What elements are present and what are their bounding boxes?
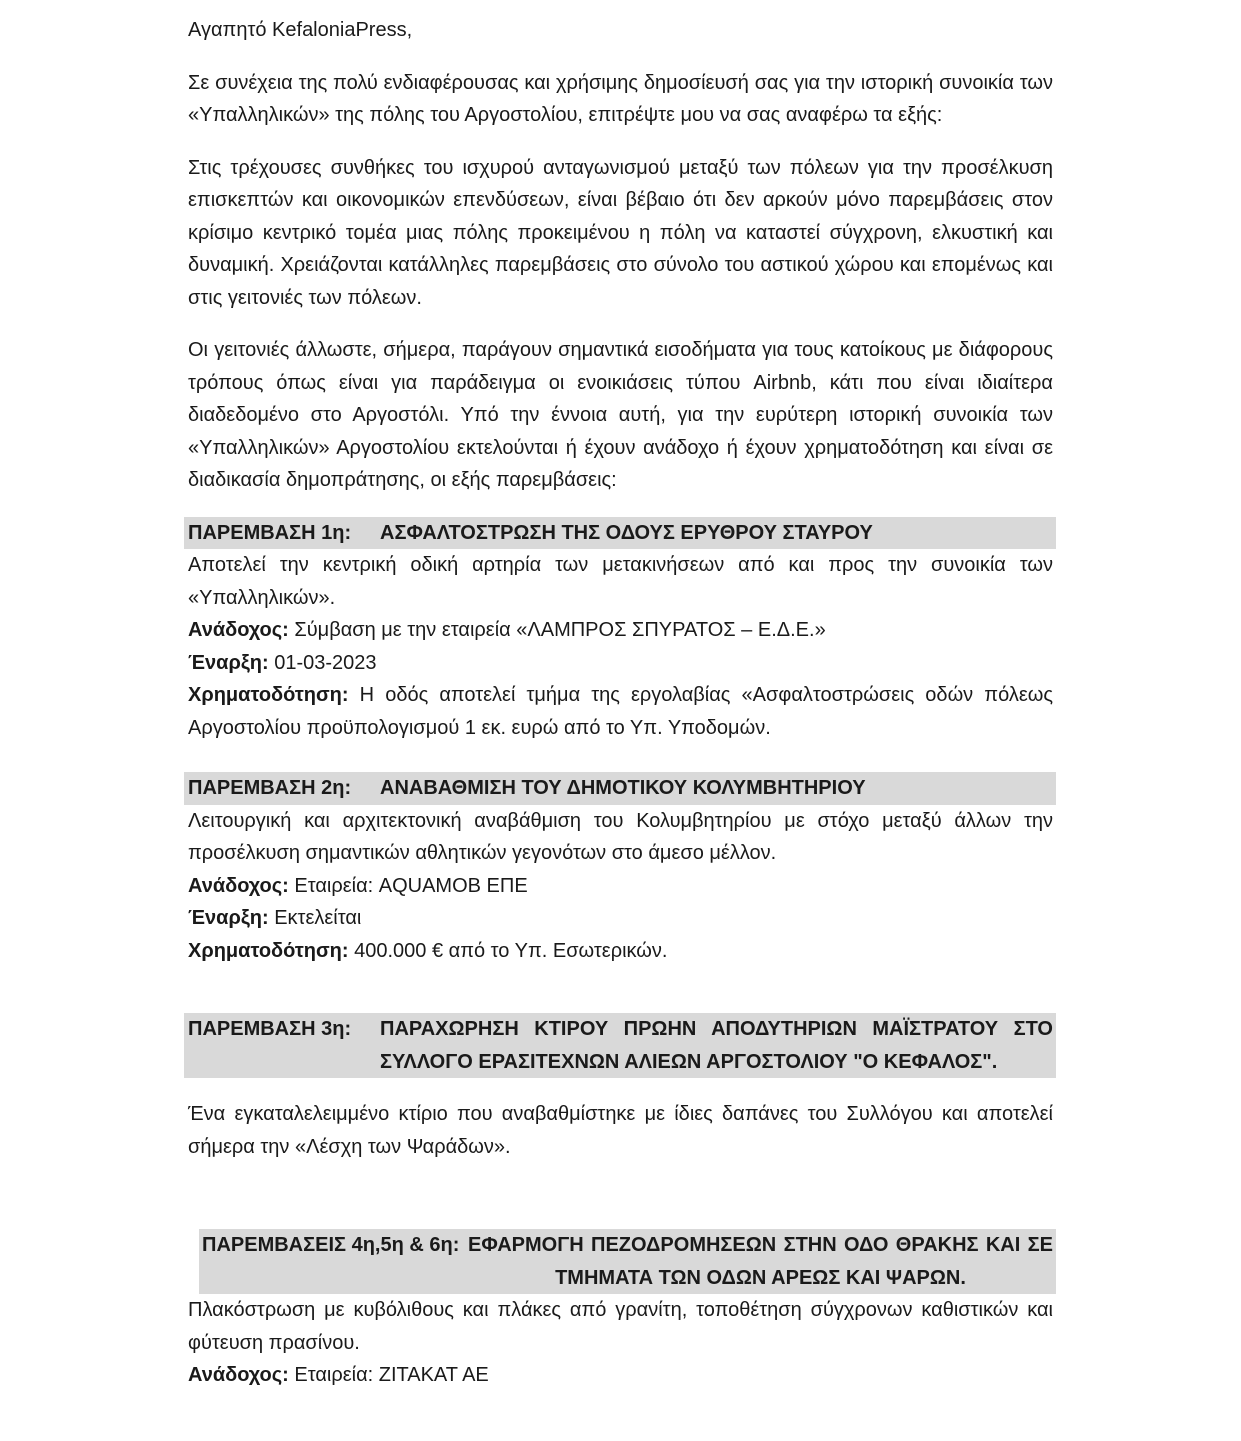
- funding-label: Χρηματοδότηση:: [188, 684, 349, 706]
- contractor-label: Ανάδοχος:: [188, 1364, 289, 1386]
- paragraph-context: Στις τρέχουσες συνθήκες του ισχυρού ανταγωνισμού μεταξύ των πόλεων για την προσέλκυση επισκεπτών και οικονομικών επενδύσεων, είναι βέβαιο ότι δεν αρκούν μόνο παρεμβάσεις στον κρίσιμο κεντρικό τομέα μιας πόλης προκειμένου η πόλη να καταστεί σύγχρονη, ελκυστική και δυναμική. Χρειάζονται κατάλληλες παρεμβάσεις στο σύνολο του αστικού χώρου και επομένως και στις γειτονιές των πόλεων.: [188, 156, 1053, 309]
- intervention-2-heading: [184, 772, 1056, 805]
- intervention-4-6-label: ΠΑΡΕΜΒΑΣΕΙΣ 4η,5η & 6η:: [202, 1234, 460, 1256]
- funding-value: 400.000 € από το Υπ. Εσωτερικών.: [348, 939, 668, 962]
- paragraph-intro: Σε συνέχεια της πολύ ενδιαφέρουσας και χρήσιμης δημοσίευσή σας για την ιστορική συνοικία των «Υπαλληλικών» της πόλης του Αργοστολίου, επιτρέψτε μου να σας αναφέρω τα εξής:: [188, 71, 1053, 126]
- intervention-2-label: ΠΑΡΕΜΒΑΣΗ 2η:: [188, 777, 352, 799]
- funding-value: Η οδός αποτελεί τμήμα της εργολαβίας «Ασφαλτοστρώσεις οδών πόλεως Αργοστολίου προϋπολογισμού 1 εκ. ευρώ από το Υπ. Υποδομών.: [188, 684, 1053, 739]
- intervention-4-6-contractor: [188, 1359, 1053, 1392]
- contractor-value: Σύμβαση με την εταιρεία «ΛΑΜΠΡΟΣ ΣΠΥΡΑΤΟΣ – Ε.Δ.Ε.»: [288, 619, 826, 641]
- contractor-label: Ανάδοχος:: [188, 874, 289, 897]
- intervention-1-heading: [184, 517, 1056, 550]
- paragraph-neighborhoods: Οι γειτονιές άλλωστε, σήμερα, παράγουν σημαντικά εισοδήματα για τους κατοίκους με διάφορους τρόπους όπως είναι για παράδειγμα οι ενοικιάσεις τύπου Airbnb, κάτι που είναι ιδιαίτερα διαδεδομένο στο Αργοστόλι. Υπό την έννοια αυτή, για την ευρύτερη ιστορική συνοικία των «Υπαλληλικών» Αργοστολίου εκτελούνται ή έχουν ανάδοχο ή έχουν χρηματοδότηση και είναι σε διαδικασία δημοπράτησης, οι εξής παρεμβάσεις:: [188, 339, 1053, 491]
- funding-label: Χρηματοδότηση:: [188, 939, 349, 962]
- intervention-1-start: [188, 647, 1053, 680]
- intervention-4-6-heading: [199, 1229, 1056, 1294]
- intervention-2-description: Λειτουργική και αρχιτεκτονική αναβάθμιση του Κολυμβητηρίου με στόχο μεταξύ άλλων την προσέλκυση σημαντικών αθλητικών γεγονότων στο άμεσο μέλλον.: [188, 809, 1053, 864]
- intervention-3-title: ΠΑΡΑΧΩΡΗΣΗ ΚΤΙΡΟΥ ΠΡΩΗΝ ΑΠΟΔΥΤΗΡΙΩΝ ΜΑΪΣΤΡΑΤΟΥ ΣΤΟ ΣΥΛΛΟΓΟ ΕΡΑΣΙΤΕΧΝΩΝ ΑΛΙΕΩΝ ΑΡΓΟΣΤΟΛΙΟΥ "Ο ΚΕΦΑΛΟΣ".: [380, 1018, 1053, 1073]
- intervention-2-start: [188, 902, 1053, 935]
- intervention-2-contractor: [188, 870, 1053, 903]
- intervention-3-description: Ένα εγκαταλελειμμένο κτίριο που αναβαθμίστηκε με ίδιες δαπάνες του Συλλόγου και αποτελεί σήμερα την «Λέσχη των Ψαράδων».: [188, 1103, 1053, 1158]
- intervention-1-label: ΠΑΡΕΜΒΑΣΗ 1η:: [188, 521, 352, 544]
- intervention-1-title: ΑΣΦΑΛΤΟΣΤΡΩΣΗ ΤΗΣ ΟΔΟΥΣ ΕΡΥΘΡΟΥ ΣΤΑΥΡΟΥ: [380, 521, 873, 544]
- start-value: 01-03-2023: [268, 651, 377, 674]
- start-label: Έναρξη:: [188, 651, 269, 674]
- intervention-1-description: Αποτελεί την κεντρική οδική αρτηρία των μετακινήσεων από και προς την συνοικία των «Υπαλληλικών».: [188, 554, 1053, 609]
- letter-body: [188, 14, 1053, 1392]
- intervention-4-6-description: Πλακόστρωση με κυβόλιθους και πλάκες από γρανίτη, τοποθέτηση σύγχρονων καθιστικών και φύτευση πρασίνου.: [188, 1299, 1053, 1354]
- contractor-value: Εταιρεία: ZITAKAT AE: [288, 1364, 489, 1386]
- contractor-value: Εταιρεία: AQUAMOB ΕΠΕ: [288, 874, 528, 897]
- intervention-4-6-title: ΕΦΑΡΜΟΓΗ ΠΕΖΟΔΡΟΜΗΣΕΩΝ ΣΤΗΝ ΟΔΟ ΘΡΑΚΗΣ ΚΑΙ ΣΕ ΤΜΗΜΑΤΑ ΤΩΝ ΟΔΩΝ ΑΡΕΩΣ ΚΑΙ ΨΑΡΩΝ.: [468, 1234, 1053, 1289]
- intervention-3-heading: [184, 1013, 1056, 1078]
- start-value: Εκτελείται: [268, 907, 362, 929]
- start-label: Έναρξη:: [188, 907, 269, 929]
- contractor-label: Ανάδοχος:: [188, 619, 289, 641]
- greeting: Αγαπητό KefaloniaPress,: [188, 19, 413, 41]
- intervention-2-funding: [188, 935, 1053, 968]
- intervention-3-label: ΠΑΡΕΜΒΑΣΗ 3η:: [188, 1018, 352, 1040]
- intervention-1-funding: [188, 679, 1053, 744]
- intervention-2-title: ΑΝΑΒΑΘΜΙΣΗ ΤΟΥ ΔΗΜΟΤΙΚΟΥ ΚΟΛΥΜΒΗΤΗΡΙΟΥ: [380, 777, 866, 799]
- intervention-1-contractor: [188, 614, 1053, 647]
